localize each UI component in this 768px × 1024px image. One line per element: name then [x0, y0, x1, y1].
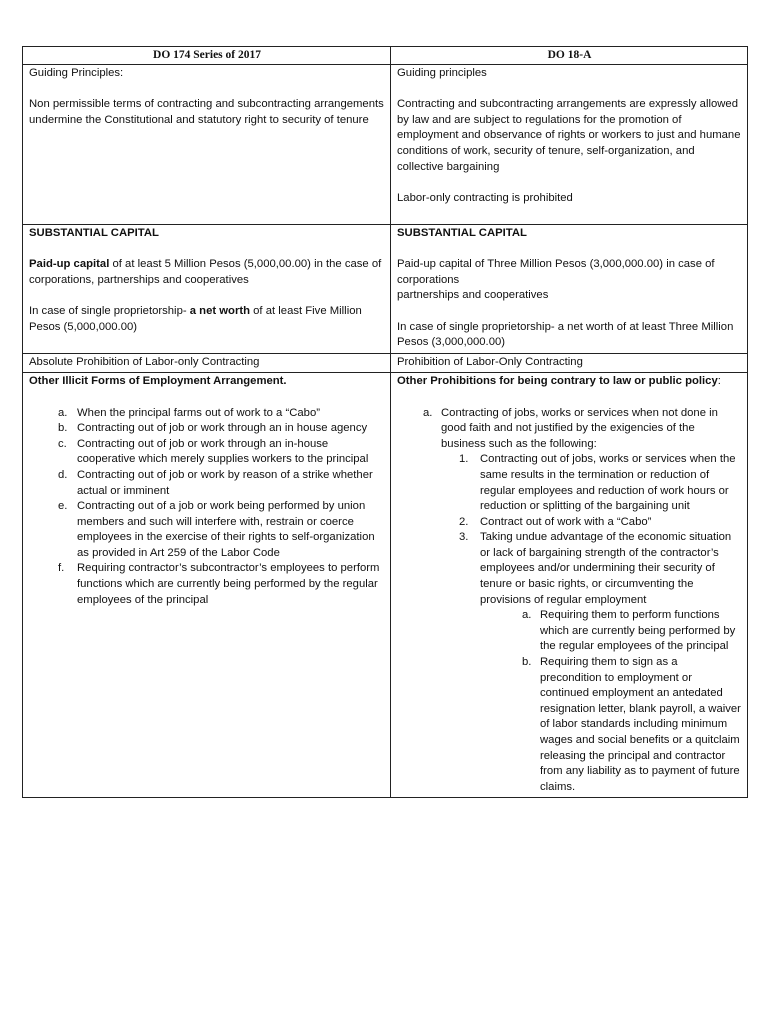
header-do18a: DO 18-A [391, 47, 748, 65]
header-row [23, 47, 748, 65]
right-capital-paragraph-2: In case of single proprietorship- a net worth of at least Three Million Pesos (3,000,000.00) [397, 320, 734, 349]
list-item: b. Requiring them to sign as a precondition to employment or continued employment an antedated resignation letter, blank payroll, a waiver of labor standards including minimum wages and social benefits or a quitclaim releasing the principal and contractor from any liability as to payment of future claims. [522, 656, 741, 793]
comparison-table [22, 46, 748, 798]
cell-right-labor-only: Prohibition of Labor-Only Contracting [391, 353, 748, 373]
left-capital-paragraph-2 [29, 304, 385, 335]
left-other-forms-heading: Other Illicit Forms of Employment Arrangement. [29, 375, 287, 388]
right-capital-heading: SUBSTANTIAL CAPITAL [397, 227, 527, 239]
left-paidup-bold: Paid-up capital [29, 258, 110, 271]
cell-left-guiding [23, 65, 391, 225]
cell-right-guiding [391, 65, 748, 225]
right-prohibitions-list [397, 406, 742, 796]
substantial-capital-row [23, 225, 748, 354]
left-illicit-list [29, 406, 385, 609]
right-guiding-note: Labor-only contracting is prohibited [397, 191, 573, 204]
left-networth-pre: In case of single proprietorship- [29, 304, 190, 317]
list-item: b. Contracting out of job or work through an in house agency [58, 422, 368, 435]
list-item: 3. Taking undue advantage of the economic situation or lack of bargaining strength of the contractor’s employees and/or undermining their security of tenure or basic rights, or circumventing the provisions of regular employment a. Requiring them to perform functions which are currently being performed by the regular employees of the principal b. Requiring them to sign as a precondition to employment or continued employment an antedated resignation letter, blank payroll, a waiver of labor standards including minimum wages and social benefits or a quitclaim releasing the principal and contractor from any liability as to payment of future claims. [480, 530, 742, 795]
left-paidup-rest: of at least 5 Million Pesos (5,000,00.00) in the case of corporations, partnerships and cooperatives [29, 258, 382, 286]
cell-right-capital [391, 225, 748, 354]
guiding-principles-row [23, 65, 748, 225]
left-capital-heading: SUBSTANTIAL CAPITAL [29, 227, 159, 239]
right-guiding-title: Guiding principles [397, 67, 487, 79]
list-item: 2. Contract out of work with a “Cabo” [459, 515, 652, 528]
cell-left-capital [23, 225, 391, 354]
list-item: a. Contracting of jobs, works or services when not done in good faith and not justified by the exigencies of the business such as the following: 1. Contracting out of jobs, works or services when the same results in the termination or reduction of regular employees and reduction of work hours or reduction or splitting of the bargaining unit 2. Contract out of work with a “Cabo” 3. Taking undue advantage of the economic situation or lack of bargaining strength of the contractor’s employees and/or undermining their security of tenure or basic rights, or circumventing the provisions of regular employment a. Requiring them to perform functions which are currently being performed by the regular employees of the principal b. Requiring them to sign as a precondition to employment or continued employment an antedated resignation letter, blank payroll, a waiver of labor standards including minimum wages and social benefits or a quitclaim releasing the principal and contractor from any liability as to payment of future claims. [441, 406, 742, 796]
header-do174: DO 174 Series of 2017 [23, 47, 391, 65]
cell-left-other-forms [23, 373, 391, 798]
right-numbered-list [441, 452, 742, 795]
left-networth-rest: of at least Five Million Pesos (5,000,000.00) [29, 304, 362, 333]
left-capital-paragraph-1 [29, 257, 385, 288]
right-other-prohibitions-heading: Other Prohibitions for being contrary to law or public policy: [397, 375, 721, 388]
list-item: 1. Contracting out of jobs, works or services when the same results in the termination or reduction of regular employees and reduction of work hours or reduction or splitting of the bargaining unit [459, 453, 736, 513]
list-item: d. Contracting out of job or work by reason of a strike whether actual or imminent [58, 468, 373, 497]
left-networth-bold: a net worth [189, 304, 251, 317]
list-item: e. Contracting out of a job or work being performed by union members and such will interfere with, restrain or coerce employees in the exercise of their rights to self-organization as provided in Art 259 of the Labor Code [58, 500, 375, 559]
labor-only-row [23, 353, 748, 373]
cell-left-labor-only: Absolute Prohibition of Labor-only Contracting [23, 353, 391, 373]
right-capital-paragraph-1-cont: partnerships and cooperatives [397, 289, 549, 302]
other-forms-row [23, 373, 748, 798]
left-guiding-title: Guiding Principles: [29, 67, 124, 79]
list-item: a. Requiring them to perform functions which are currently being performed by the regular employees of the principal [522, 609, 736, 653]
list-item: f. Requiring contractor’s subcontractor’s employees to perform functions which are currently being performed by the regular employees of the principal [58, 562, 380, 606]
right-capital-paragraph-1: Paid-up capital of Three Million Pesos (3,000,000.00) in case of corporations [397, 258, 715, 286]
right-nested-alpha-list [480, 608, 742, 795]
list-item: a. When the principal farms out of work to a “Cabo” [58, 406, 320, 419]
left-guiding-body: Non permissible terms of contracting and subcontracting arrangements undermine the Constitutional and statutory right to security of tenure [29, 98, 384, 126]
cell-right-other-prohibitions [391, 373, 748, 798]
list-item: c. Contracting out of job or work through an in-house cooperative which merely supplies workers to the principal [58, 437, 369, 466]
right-guiding-body: Contracting and subcontracting arrangements are expressly allowed by law and are subject to regulations for the promotion of employment and observance of rights or workers to just and humane conditions of work, security of tenure, self-organization, and collective bargaining [397, 98, 741, 173]
